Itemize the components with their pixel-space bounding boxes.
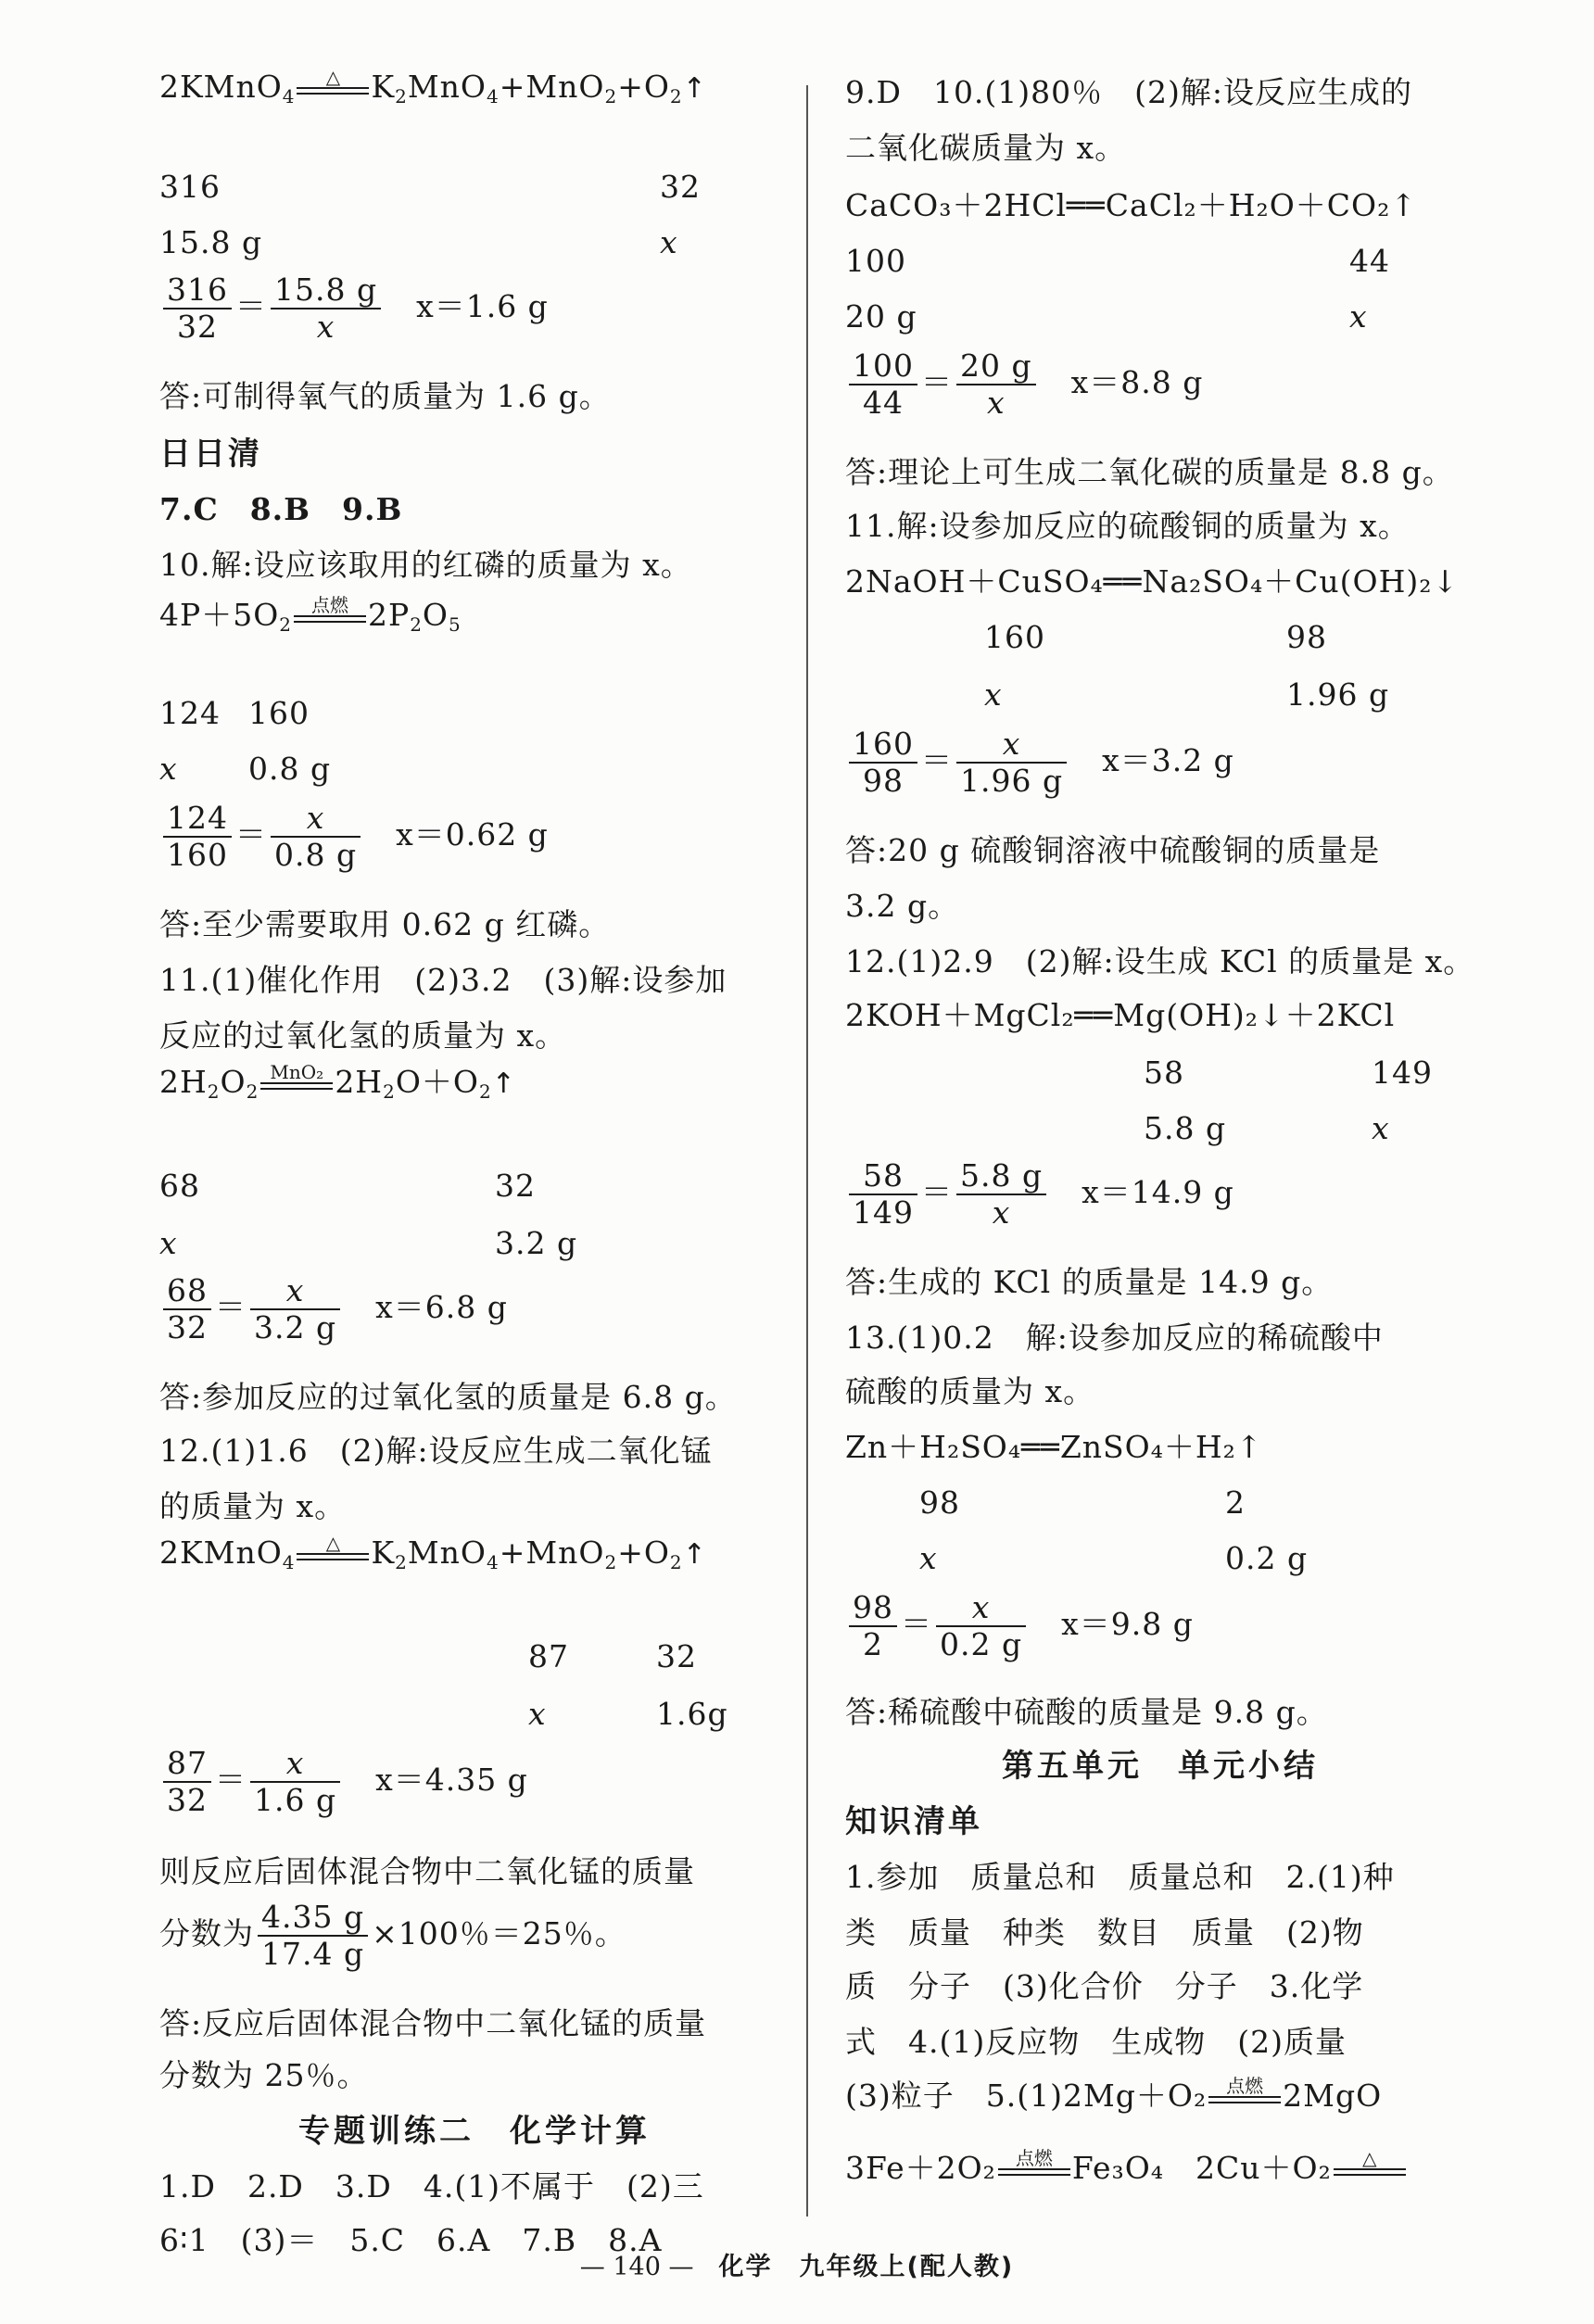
equation-kmno4: 2KMnO$_4$ △ $K_2MnO_4+MnO_2+O_2↑$ bbox=[159, 67, 707, 117]
unknown: x bbox=[1372, 1110, 1390, 1146]
question-11: 11.解:设参加反应的硫酸铜的质量为 x。 bbox=[845, 508, 1410, 544]
question-12: 12.(1)2.9 (2)解:设生成 KCl 的质量是 x。 bbox=[845, 943, 1475, 979]
section-heading: 知识清单 bbox=[845, 1803, 982, 1840]
answer-cont: 分数为 25％。 bbox=[159, 2057, 369, 2093]
mass-ratio: 98 bbox=[919, 1484, 960, 1521]
given-mass: 1.6g bbox=[656, 1696, 728, 1732]
equation-zinc: Zn＋H₂SO₄══ZnSO₄＋H₂↑ bbox=[845, 1429, 1263, 1465]
mass-ratio: 32 bbox=[660, 169, 701, 205]
unknown: x bbox=[984, 676, 1003, 713]
equation-h2o2: $2H_2O_2$ MnO₂ $2H_2O+O_2↑$ bbox=[159, 1061, 516, 1103]
answer: 答:可制得氧气的质量为 1.6 g。 bbox=[159, 378, 611, 414]
knowledge-line: 质 分子 (3)化合价 分子 3.化学 bbox=[845, 1968, 1364, 2004]
knowledge-line: 类 质量 种类 数目 质量 (2)物 bbox=[845, 1914, 1364, 1951]
mass-ratio: 149 bbox=[1372, 1055, 1433, 1091]
proportion: $\frac{68}{32}$ ＝ $\frac{x}{3.2 g}$ x＝6.8 g bbox=[159, 1273, 508, 1345]
unknown: x bbox=[660, 224, 678, 260]
unknown: x bbox=[159, 1225, 178, 1261]
section-heading: 日日清 bbox=[159, 436, 262, 473]
proportion: $\frac{98}{2}$ ＝ $\frac{x}{0.2 g}$ x＝9.8 g bbox=[845, 1590, 1194, 1662]
unknown: x bbox=[1349, 298, 1368, 335]
question-13: 13.(1)0.2 解:设参加反应的稀硫酸中 bbox=[845, 1320, 1384, 1356]
question-11: 11.(1)催化作用 (2)3.2 (3)解:设参加 bbox=[159, 962, 727, 998]
mass-ratio: 98 bbox=[1286, 619, 1327, 655]
unknown: x bbox=[528, 1696, 547, 1732]
unknown: x bbox=[159, 751, 178, 787]
page-number: — 140 — bbox=[579, 2253, 694, 2281]
given-mass: 0.2 g bbox=[1225, 1540, 1309, 1576]
answer: 答:参加反应的过氧化氢的质量是 6.8 g。 bbox=[159, 1379, 737, 1415]
knowledge-line: 1.参加 质量总和 质量总和 2.(1)种 bbox=[845, 1859, 1395, 1895]
percentage-calc: 分数为 $\frac{4.35 g}{17.4 g}$ ×100％＝25％。 bbox=[159, 1899, 626, 1972]
paragraph: 则反应后固体混合物中二氧化锰的质量 bbox=[159, 1853, 695, 1889]
answers-1-4: 1.D 2.D 3.D 4.(1)不属于 (2)三 bbox=[159, 2168, 704, 2204]
knowledge-line: 式 4.(1)反应物 生成物 (2)质量 bbox=[845, 2024, 1347, 2060]
proportion: $\frac{87}{32}$ ＝ $\frac{x}{1.6 g}$ x＝4.35 g bbox=[159, 1746, 528, 1818]
answer: 答:生成的 KCl 的质量是 14.9 g。 bbox=[845, 1264, 1334, 1300]
given-mass: 1.96 g bbox=[1286, 676, 1390, 713]
answer: 答:稀硫酸中硫酸的质量是 9.8 g。 bbox=[845, 1694, 1328, 1730]
proportion: $\frac{100}{44}$ ＝ $\frac{20 g}{x}$ x＝8.8 g bbox=[845, 348, 1203, 421]
answer: 答:理论上可生成二氧化碳的质量是 8.8 g。 bbox=[845, 454, 1454, 490]
mass-ratio: 87 bbox=[528, 1638, 569, 1674]
mass-ratio: 58 bbox=[1144, 1055, 1184, 1091]
answer: 答:反应后固体混合物中二氧化锰的质量 bbox=[159, 2005, 707, 2041]
question-9-10: 9.D 10.(1)80％ (2)解:设反应生成的 bbox=[845, 74, 1413, 110]
knowledge-line: 3Fe＋2O₂ 点燃 Fe₃O₄ 2Cu＋O₂ △ bbox=[845, 2148, 1408, 2192]
mass-ratio: 44 bbox=[1349, 243, 1390, 279]
unknown: x bbox=[919, 1540, 938, 1576]
mass-ratio: 32 bbox=[495, 1168, 536, 1204]
question-12-cont: 的质量为 x。 bbox=[159, 1488, 347, 1524]
question-12: 12.(1)1.6 (2)解:设反应生成二氧化锰 bbox=[159, 1433, 713, 1469]
equation-caco3: CaCO₃＋2HCl══CaCl₂＋H₂O＋CO₂↑ bbox=[845, 187, 1417, 223]
answer-cont: 3.2 g。 bbox=[845, 888, 960, 924]
question-13-cont: 硫酸的质量为 x。 bbox=[845, 1373, 1095, 1409]
answer: 答:20 g 硫酸铜溶液中硫酸铜的质量是 bbox=[845, 832, 1381, 868]
given-mass: 0.8 g bbox=[248, 751, 332, 787]
given-mass: 5.8 g bbox=[1144, 1110, 1227, 1146]
book-title: 化学 九年级上(配人教) bbox=[718, 2253, 1015, 2281]
mass-ratio: 32 bbox=[656, 1638, 697, 1674]
question-10: 10.解:设应该取用的红磷的质量为 x。 bbox=[159, 547, 692, 583]
given-mass: 15.8 g bbox=[159, 224, 263, 260]
question-11-cont: 反应的过氧化氢的质量为 x。 bbox=[159, 1017, 567, 1054]
proportion: $\frac{316}{32}$ ＝ $\frac{15.8 g}{x}$ x＝1.6 g bbox=[159, 272, 549, 345]
mass-ratio: 2 bbox=[1225, 1484, 1246, 1521]
condition-heat: △ bbox=[297, 67, 369, 111]
equation-mgcl2: 2KOH＋MgCl₂══Mg(OH)₂↓＋2KCl bbox=[845, 997, 1396, 1033]
column-divider bbox=[806, 85, 808, 2217]
page-footer bbox=[0, 2246, 1594, 2282]
given-mass: 3.2 g bbox=[495, 1225, 578, 1261]
mass-ratio: 68 bbox=[159, 1168, 200, 1204]
section-title: 专题训练二 化学计算 bbox=[298, 2113, 651, 2150]
given-mass: 20 g bbox=[845, 298, 917, 335]
proportion: $\frac{58}{149}$ ＝ $\frac{5.8 g}{x}$ x＝14.9 g bbox=[845, 1158, 1234, 1231]
mass-ratio: 160 bbox=[248, 695, 310, 731]
proportion: $\frac{160}{98}$ ＝ $\frac{x}{1.96 g}$ x＝3.2 g bbox=[845, 726, 1234, 799]
knowledge-line: (3)粒子 5.(1)2Mg＋O₂ 点燃 2MgO bbox=[845, 2075, 1383, 2114]
mass-ratio: 316 bbox=[159, 169, 221, 205]
equation-phosphorus: $4P+5O_2$ 点燃 $2P_2O_5$ bbox=[159, 594, 462, 636]
mass-ratio: 100 bbox=[845, 243, 906, 279]
answers-4-8: 6∶1 (3)＝ 5.C 6.A 7.B 8.A bbox=[159, 2222, 663, 2258]
equation-cuso4: 2NaOH＋CuSO₄══Na₂SO₄＋Cu(OH)₂↓ bbox=[845, 563, 1460, 600]
unit-title: 第五单元 单元小结 bbox=[1002, 1748, 1319, 1785]
mass-ratio: 124 bbox=[159, 695, 221, 731]
answers-7-9: 7.C 8.B 9.B bbox=[159, 491, 403, 527]
question-10-cont: 二氧化碳质量为 x。 bbox=[845, 130, 1127, 166]
proportion: $\frac{124}{160}$ ＝ $\frac{x}{0.8 g}$ x＝0.62 g bbox=[159, 801, 549, 873]
equation-kmno4: 2KMnO$_4$ △ $K_2MnO_4+MnO_2+O_2↑$ bbox=[159, 1532, 707, 1573]
answer: 答:至少需要取用 0.62 g 红磷。 bbox=[159, 906, 611, 942]
mass-ratio: 160 bbox=[984, 619, 1045, 655]
